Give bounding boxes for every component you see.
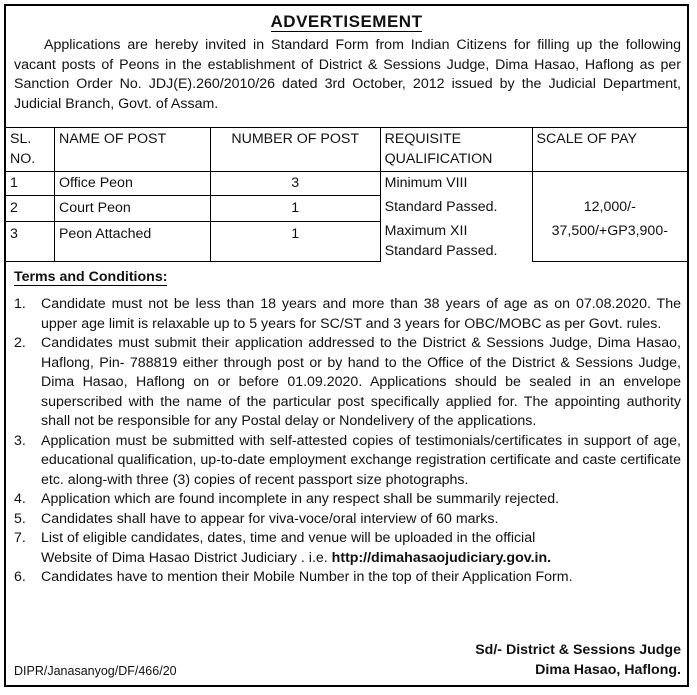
advertisement-notice — [4, 4, 689, 687]
list-item: 6. Candidates have to mention their Mobile Number in the top of their Application Form. — [14, 569, 573, 585]
header-number-of-post: NUMBER OF POST — [210, 128, 380, 172]
list-item: 3. Application must be submitted with self-attested copies of testimonials/certificates in support of age, educational qualification, up-to-date employment exchange registration certificate and caste certificate etc. along-with three (3) copies of recent passport size photographs. — [14, 432, 681, 488]
website-link[interactable]: http://dimahasaojudiciary.gov.in. — [331, 549, 552, 566]
list-item: 2. Candidates must submit their application addressed to the District & Sessions Judge, Dima Hasao, Haflong, Pin- 788819 either through post or by hand to the Office of the District & Sessions Judge, Dima Hasao, Haflong on or before 01.09.2020. Applications should be sealed in an envelope superscribed with the name of the particular post specifically applied for. The appointing authority shall not be responsible for any Postal delay or Nondelivery of the applications. — [14, 335, 681, 429]
reference-number: DIPR/Janasanyog/DF/466/20 — [14, 664, 177, 678]
list-item: 5. Candidates shall have to appear for viva-voce/oral interview of 60 marks. — [14, 510, 499, 527]
row-sl: 3 — [6, 221, 54, 261]
posts-table — [6, 127, 687, 262]
table-row — [6, 172, 687, 196]
terms-list — [14, 295, 681, 588]
row-number: 1 — [210, 196, 380, 221]
qualification-line: Standard Passed. — [384, 199, 498, 215]
row-number: 1 — [210, 221, 380, 261]
qualification-line: Maximum XII — [384, 223, 468, 239]
row-post: Peon Attached — [54, 221, 210, 261]
signature-title: Sd/- District & Sessions Judge — [475, 642, 681, 658]
pay-line: 12,000/- — [583, 199, 636, 215]
header-sl-no: SL. NO. — [6, 128, 54, 172]
signature-place: Dima Hasao, Haflong. — [535, 661, 681, 678]
row-sl: 1 — [6, 172, 54, 196]
qualification-cell — [380, 172, 532, 262]
row-number: 3 — [210, 172, 380, 196]
list-item: 7. List of eligible candidates, dates, time and venue will be uploaded in the official Website of Dima Hasao District Judiciary . i.e. http://dimahasaojudiciary.gov.in. — [14, 530, 552, 566]
pay-cell — [532, 172, 687, 262]
list-item: 4. Application which are found incomplete in any respect shall be summarily rejected. — [14, 491, 560, 507]
header-qualification: REQUISITE QUALIFICATION — [380, 128, 532, 172]
terms-heading: Terms and Conditions: — [14, 269, 168, 285]
list-item: 1. Candidate must not be less than 18 years and more than 38 years of age as on 07.08.2020. The upper age limit is relaxable up to 5 years for SC/ST and 3 years for OBC/MOBC as per Govt. rules. — [14, 296, 681, 332]
row-post: Court Peon — [54, 196, 210, 221]
qualification-line: Standard Passed. — [384, 242, 498, 259]
advertisement-title: ADVERTISEMENT — [270, 12, 423, 31]
signature-block — [475, 641, 681, 680]
table-header-row — [6, 128, 687, 172]
qualification-line: Minimum VIII — [384, 175, 468, 191]
header-scale-of-pay: SCALE OF PAY — [532, 128, 687, 172]
pay-line: 37,500/+GP3,900- — [551, 223, 668, 239]
row-sl: 2 — [6, 196, 54, 221]
intro-paragraph: Applications are hereby invited in Standard Form from Indian Citizens for filling up the following vacant posts of Peons in the establishment of District & Sessions Judge, Dima Hasao, Haflong as per Sanction Order No. JDJ(E).260/2010/26 dated 3rd October, 2012 issued by the Judicial Department, Judicial Branch, Govt. of Assam. — [14, 37, 681, 112]
row-post: Office Peon — [54, 172, 210, 196]
header-post-name: NAME OF POST — [54, 128, 210, 172]
